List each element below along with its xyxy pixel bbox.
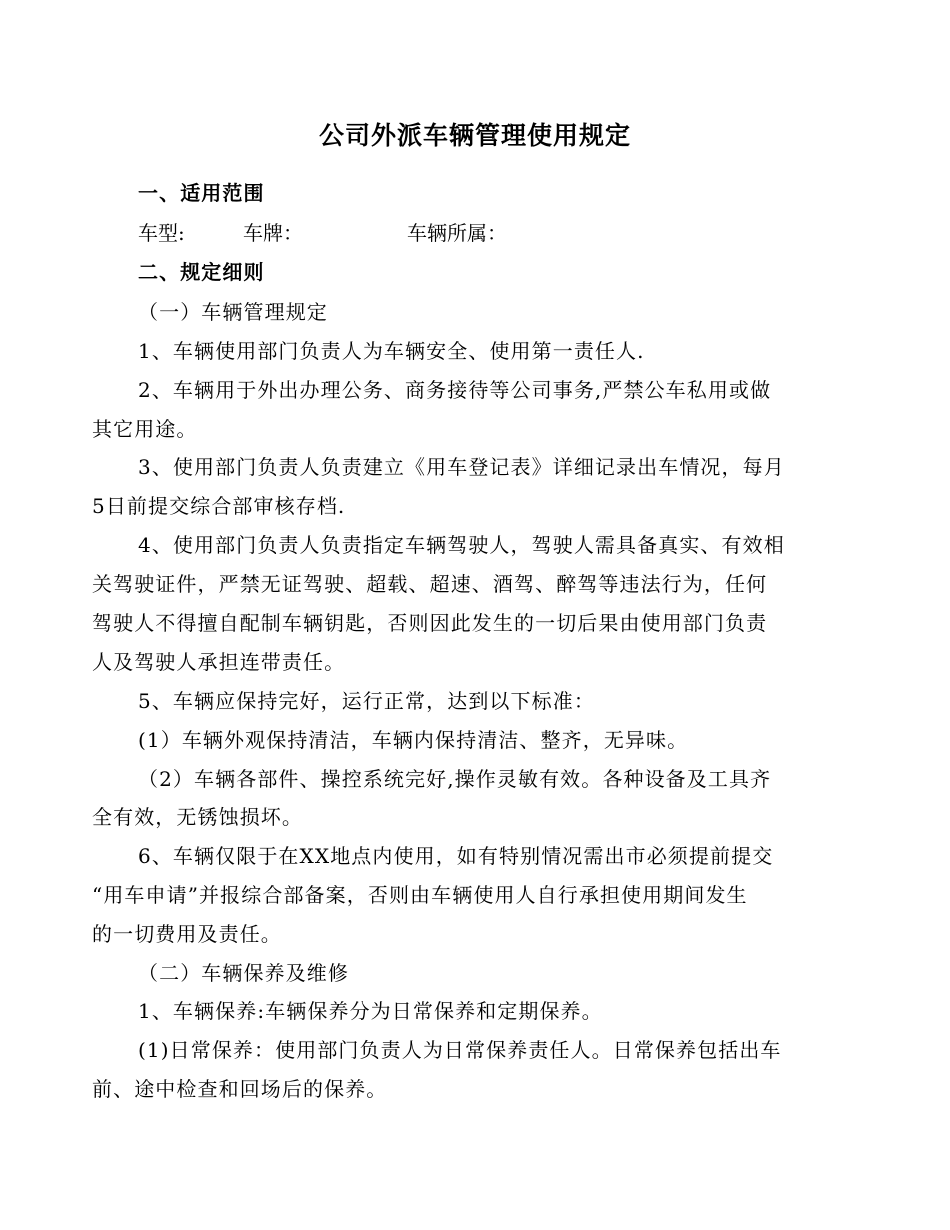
rule-item-5: 5、车辆应保持完好，运行正常，达到以下标准： xyxy=(138,689,595,713)
rule-item-2-line-1: 2、车辆用于外出办理公务、商务接待等公司事务,严禁公车私用或做 xyxy=(138,378,772,402)
rule-item-3-line-1: 3、使用部门负责人负责建立《用车登记表》详细记录出车情况，每月 xyxy=(138,455,785,479)
plate-label: 车牌： xyxy=(243,221,303,245)
rule-item-6-line-3: 的一切费用及责任。 xyxy=(92,922,282,946)
rule-item-4-line-1: 4、使用部门负责人负责指定车辆驾驶人，驾驶人需具备真实、有效相 xyxy=(138,533,785,557)
subsection-heading-maintenance: （二）车辆保养及维修 xyxy=(138,961,349,985)
rule-item-2-line-2: 其它用途。 xyxy=(92,417,198,441)
rule-item-4-line-3: 驾驶人不得擅自配制车辆钥匙，否则因此发生的一切后果由使用部门负责 xyxy=(92,611,768,635)
car-type-label: 车型: xyxy=(138,221,185,245)
rule-item-5-2-line-1: （2）车辆各部件、操控系统完好,操作灵敏有效。各种设备及工具齐 xyxy=(138,767,772,791)
rule-item-6-line-2: “用车申请”并报综合部备案，否则由车辆使用人自行承担使用期间发生 xyxy=(92,883,748,907)
section-heading-rules: 二、规定细则 xyxy=(138,260,265,284)
maintenance-item-1-1-line-1: (1)日常保养：使用部门负责人为日常保养责任人。日常保养包括出车 xyxy=(138,1038,782,1062)
maintenance-item-1-1-line-2: 前、途中检查和回场后的保养。 xyxy=(92,1077,388,1101)
maintenance-item-1: 1、车辆保养:车辆保养分为日常保养和定期保养。 xyxy=(138,999,603,1023)
document-title: 公司外派车辆管理使用规定 xyxy=(318,121,631,150)
rule-item-5-1: (1）车辆外观保持清洁，车辆内保持清洁、整齐，无异味。 xyxy=(138,728,689,752)
subsection-heading-management: （一）车辆管理规定 xyxy=(138,300,328,324)
rule-item-5-2-line-2: 全有效，无锈蚀损坏。 xyxy=(92,805,303,829)
owner-label: 车辆所属： xyxy=(407,221,507,245)
rule-item-6-line-1: 6、车辆仅限于在XX地点内使用，如有特别情况需出市必须提前提交 xyxy=(138,844,774,868)
rule-item-4-line-4: 人及驾驶人承担连带责任。 xyxy=(92,650,346,674)
rule-item-1: 1、车辆使用部门负责人为车辆安全、使用第一责任人. xyxy=(138,339,645,363)
rule-item-4-line-2: 关驾驶证件，严禁无证驾驶、超载、超速、酒驾、醉驾等违法行为，任何 xyxy=(92,572,768,596)
rule-item-3-line-2: 5日前提交综合部审核存档. xyxy=(92,494,346,518)
section-heading-scope: 一、适用范围 xyxy=(138,181,265,205)
